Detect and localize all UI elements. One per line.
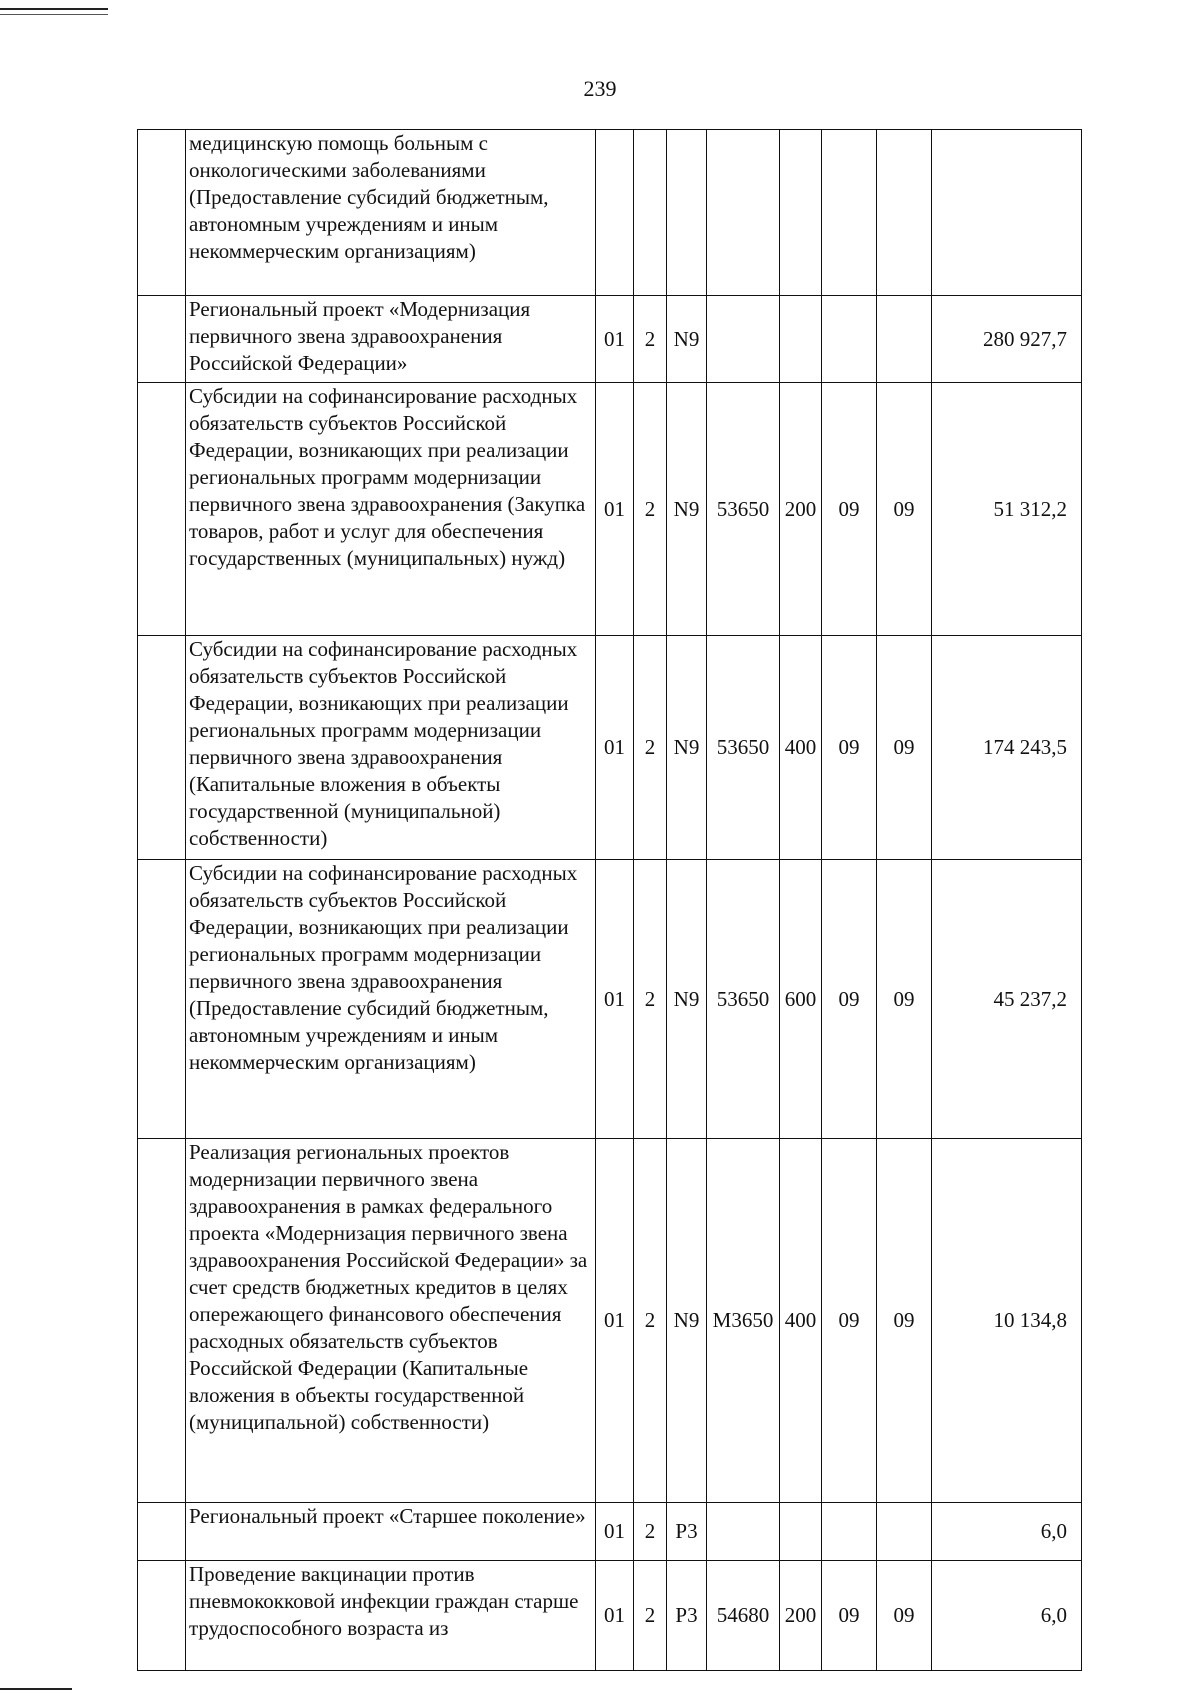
code-cell <box>877 296 932 383</box>
code-cell <box>877 1503 932 1561</box>
code-cell: N9 <box>667 636 707 860</box>
row-name: Субсидии на софинансирование расходных обязательств субъектов Российской Федерации, возникающих при реализации региональных программ модернизации первичного звена здравоохранения (Капитальные вложения в объекты государственной (муниципальной) собственности) <box>186 636 596 860</box>
code-cell: 09 <box>822 1561 877 1671</box>
row-name: Субсидии на софинансирование расходных обязательств субъектов Российской Федерации, возникающих при реализации региональных программ модернизации первичного звена здравоохранения (Предоставление субсидий бюджетным, автономным учреждениям и иным некоммерческим организациям) <box>186 860 596 1139</box>
code-cell: 53650 <box>707 636 780 860</box>
code-cell: 09 <box>822 860 877 1139</box>
blank-cell <box>138 130 186 296</box>
code-cell <box>667 130 707 296</box>
table-row <box>138 860 1082 1139</box>
code-cell: 01 <box>596 636 634 860</box>
table-row <box>138 636 1082 860</box>
code-cell <box>822 296 877 383</box>
row-name: Региональный проект «Модернизация первичного звена здравоохранения Российской Федерации» <box>186 296 596 383</box>
code-cell: N9 <box>667 1139 707 1503</box>
blank-cell <box>138 860 186 1139</box>
blank-cell <box>138 383 186 636</box>
row-name: Проведение вакцинации против пневмококковой инфекции граждан старше трудоспособного возраста из <box>186 1561 596 1671</box>
code-cell: 09 <box>822 1139 877 1503</box>
sum-cell: 174 243,5 <box>932 636 1082 860</box>
code-cell <box>822 1503 877 1561</box>
code-cell: 200 <box>780 1561 822 1671</box>
code-cell: N9 <box>667 860 707 1139</box>
code-cell: 2 <box>634 383 667 636</box>
code-cell: 400 <box>780 636 822 860</box>
code-cell: 01 <box>596 1561 634 1671</box>
code-cell: 53650 <box>707 383 780 636</box>
code-cell: 2 <box>634 860 667 1139</box>
blank-cell <box>138 1139 186 1503</box>
code-cell: 53650 <box>707 860 780 1139</box>
code-cell: 01 <box>596 296 634 383</box>
code-cell: M3650 <box>707 1139 780 1503</box>
page-number: 239 <box>583 76 617 101</box>
code-cell <box>780 296 822 383</box>
sum-cell: 6,0 <box>932 1561 1082 1671</box>
scan-edge-line <box>0 14 108 15</box>
code-cell: 09 <box>877 383 932 636</box>
code-cell: 09 <box>877 636 932 860</box>
code-cell: 400 <box>780 1139 822 1503</box>
table-row <box>138 296 1082 383</box>
row-name: медицинскую помощь больным с онкологическими заболеваниями (Предоставление субсидий бюджетным, автономным учреждениям и иным некоммерческим организациям) <box>186 130 596 296</box>
code-cell: 01 <box>596 1503 634 1561</box>
code-cell: 09 <box>822 383 877 636</box>
code-cell <box>780 130 822 296</box>
code-cell: 2 <box>634 1139 667 1503</box>
table-row <box>138 1503 1082 1561</box>
sum-cell: 51 312,2 <box>932 383 1082 636</box>
code-cell: 01 <box>596 860 634 1139</box>
code-cell: 09 <box>877 860 932 1139</box>
sum-cell: 45 237,2 <box>932 860 1082 1139</box>
code-cell: 600 <box>780 860 822 1139</box>
code-cell: P3 <box>667 1561 707 1671</box>
table-row <box>138 383 1082 636</box>
code-cell <box>707 1503 780 1561</box>
row-name: Субсидии на софинансирование расходных обязательств субъектов Российской Федерации, возникающих при реализации региональных программ модернизации первичного звена здравоохранения (Закупка товаров, работ и услуг для обеспечения государственных (муниципальных) нужд) <box>186 383 596 636</box>
code-cell: 54680 <box>707 1561 780 1671</box>
table-row <box>138 130 1082 296</box>
code-cell: N9 <box>667 383 707 636</box>
code-cell <box>596 130 634 296</box>
budget-table <box>137 129 1082 1671</box>
sum-cell: 10 134,8 <box>932 1139 1082 1503</box>
code-cell: 2 <box>634 636 667 860</box>
row-name: Реализация региональных проектов модернизации первичного звена здравоохранения в рамках федерального проекта «Модернизация первичного звена здравоохранения Российской Федерации» за счет средств бюджетных кредитов в целях опережающего финансового обеспечения расходных обязательств субъектов Российской Федерации (Капитальные вложения в объекты государственной (муниципальной) собственности) <box>186 1139 596 1503</box>
scan-edge-line <box>0 8 108 10</box>
sum-cell: 280 927,7 <box>932 296 1082 383</box>
code-cell: 09 <box>822 636 877 860</box>
table-row <box>138 1139 1082 1503</box>
blank-cell <box>138 1561 186 1671</box>
code-cell <box>822 130 877 296</box>
code-cell: 200 <box>780 383 822 636</box>
code-cell: P3 <box>667 1503 707 1561</box>
code-cell: 09 <box>877 1139 932 1503</box>
code-cell <box>780 1503 822 1561</box>
scan-edge-line <box>0 1688 72 1690</box>
sum-cell <box>932 130 1082 296</box>
code-cell: N9 <box>667 296 707 383</box>
code-cell <box>707 130 780 296</box>
code-cell: 2 <box>634 1503 667 1561</box>
table-row <box>138 1561 1082 1671</box>
code-cell: 01 <box>596 383 634 636</box>
row-name: Региональный проект «Старшее поколение» <box>186 1503 596 1561</box>
code-cell <box>634 130 667 296</box>
blank-cell <box>138 296 186 383</box>
code-cell <box>877 130 932 296</box>
code-cell: 01 <box>596 1139 634 1503</box>
code-cell <box>707 296 780 383</box>
blank-cell <box>138 1503 186 1561</box>
blank-cell <box>138 636 186 860</box>
code-cell: 09 <box>877 1561 932 1671</box>
code-cell: 2 <box>634 296 667 383</box>
sum-cell: 6,0 <box>932 1503 1082 1561</box>
code-cell: 2 <box>634 1561 667 1671</box>
